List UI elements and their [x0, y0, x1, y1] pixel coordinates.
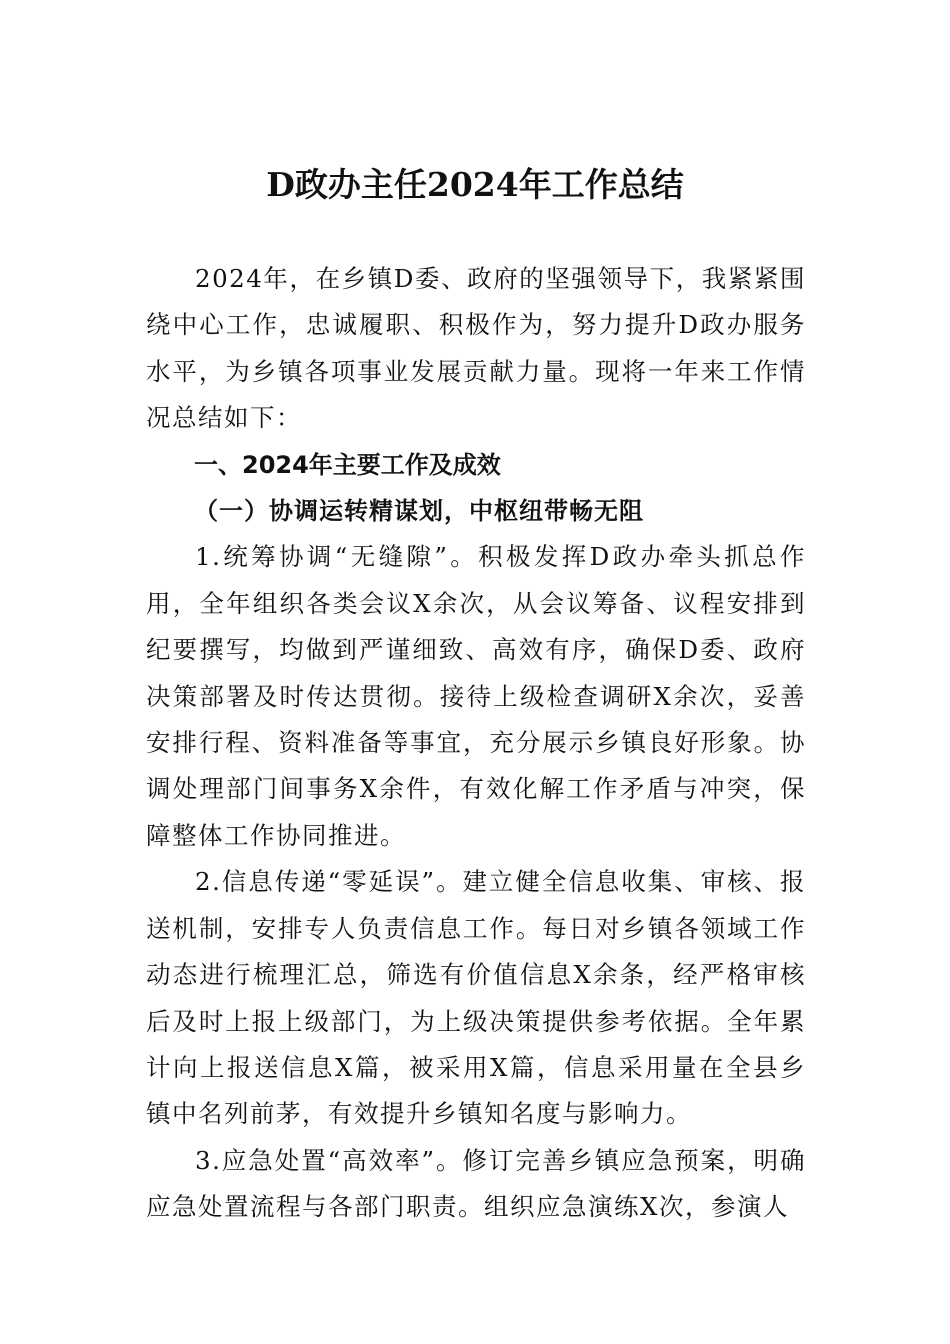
- document-title: D政办主任2024年工作总结: [266, 165, 684, 204]
- item-paragraph-3: 3.应急处置“高效率”。修订完善乡镇应急预案，明确应急处置流程与各部门职责。组织应急演练X次，参演人: [146, 1145, 806, 1222]
- intro-paragraph: 2024年，在乡镇D委、政府的坚强领导下，我紧紧围绕中心工作，忠诚履职、积极作为，努力提升D政办服务水平，为乡镇各项事业发展贡献力量。现将一年来工作情况总结如下：: [146, 264, 806, 433]
- section-heading: 一、2024年主要工作及成效: [194, 450, 501, 479]
- item-paragraph-2: 2.信息传递“零延误”。建立健全信息收集、审核、报送机制，安排专人负责信息工作。每日对乡镇各领域工作动态进行梳理汇总，筛选有价值信息X余条，经严格审核后及时上报上级部门，为上级决策提供参考依据。全年累计向上报送信息X篇，被采用X篇，信息采用量在全县乡镇中名列前茅，有效提升乡镇知名度与影响力。: [146, 867, 806, 1129]
- document-body: [146, 256, 806, 1231]
- item-paragraph-1: 1.统筹协调“无缝隙”。积极发挥D政办牵头抓总作用，全年组织各类会议X余次，从会议筹备、议程安排到纪要撰写，均做到严谨细致、高效有序，确保D委、政府决策部署及时传达贯彻。接待上级检查调研X余次，妥善安排行程、资料准备等事宜，充分展示乡镇良好形象。协调处理部门间事务X余件，有效化解工作矛盾与冲突，保障整体工作协同推进。: [146, 542, 806, 850]
- subsection-heading: （一）协调运转精谋划，中枢纽带畅无阻: [194, 496, 644, 526]
